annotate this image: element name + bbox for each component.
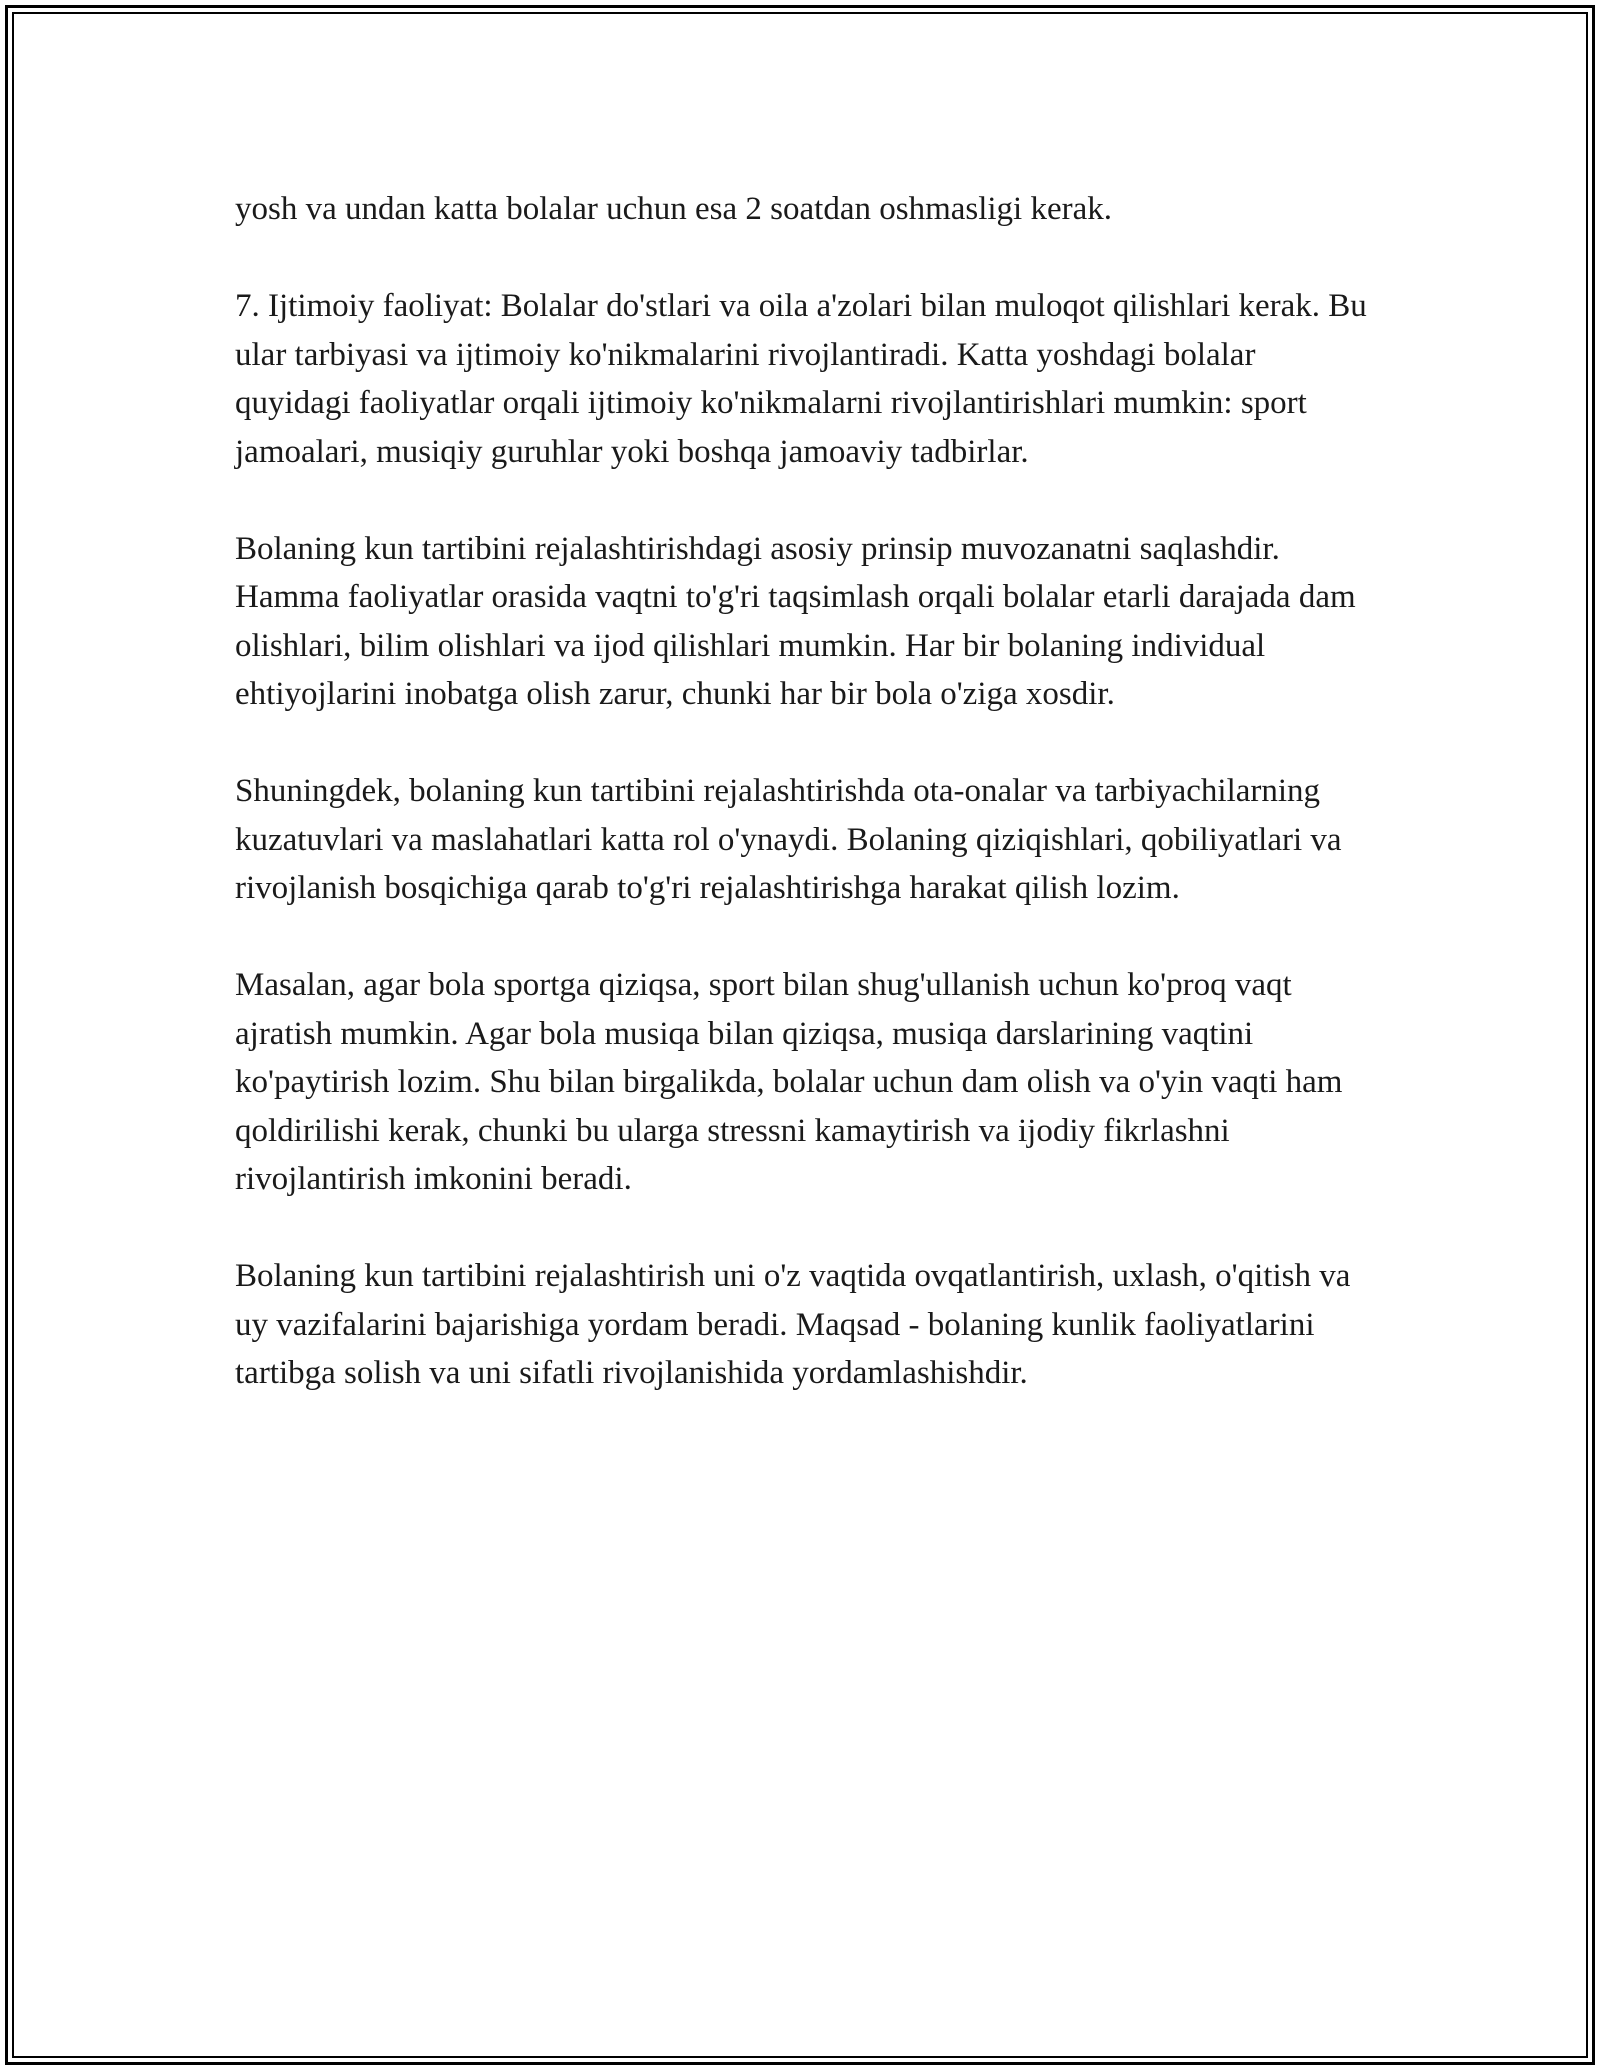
paragraph: yosh va undan katta bolalar uchun esa 2 soatdan oshmasligi kerak. xyxy=(235,191,1113,227)
paragraph: Masalan, agar bola sportga qiziqsa, sport bilan shug'ullanish uchun ko'proq vaqt ajratish mumkin. Agar bola musiqa bilan qiziqsa, musiqa darslarining vaqtini ko'paytirish lozim. Shu bilan birgalikda, bolalar uchun dam olish va o'yin vaqti ham qoldirilishi kerak, chunki bu ularga stressni kamaytirish va ijodiy fikrlashni rivojlantirish imkonini beradi. xyxy=(235,967,1343,1197)
paragraph: Bolaning kun tartibini rejalashtirish uni o'z vaqtida ovqatlantirish, uxlash, o'qitish va uy vazifalarini bajarishiga yordam beradi. Maqsad - bolaning kunlik faoliyatlarini tartibga solish va uni sifatli rivojlanishida yordamlashishdir. xyxy=(235,1258,1351,1391)
paragraph: Bolaning kun tartibini rejalashtirishdagi asosiy prinsip muvozanatni saqlashdir. Hamma faoliyatlar orasida vaqtni to'g'ri taqsimlash orqali bolalar etarli darajada dam olishlari, bilim olishlari va ijod qilishlari mumkin. Har bir bolaning individual ehtiyojlarini inobatga olish zarur, chunki har bir bola o'ziga xosdir. xyxy=(235,530,1356,712)
paragraph: 7. Ijtimoiy faoliyat: Bolalar do'stlari va oila a'zolari bilan muloqot qilishlari kerak. Bu ular tarbiyasi va ijtimoiy ko'nikmalarini rivojlantiradi. Katta yoshdagi bolalar quyidagi faoliyatlar orqali ijtimoiy ko'nikmalarni rivojlantirishlari mumkin: sport jamoalari, musiqiy guruhlar yoki boshqa jamoaviy tadbirlar. xyxy=(235,288,1367,470)
document-body xyxy=(235,185,1375,1446)
paragraph: Shuningdek, bolaning kun tartibini rejalashtirishda ota-onalar va tarbiyachilarning kuzatuvlari va maslahatlari katta rol o'ynaydi. Bolaning qiziqishlari, qobiliyatlari va rivojlanish bosqichiga qarab to'g'ri rejalashtirishga harakat qilish lozim. xyxy=(235,773,1342,906)
